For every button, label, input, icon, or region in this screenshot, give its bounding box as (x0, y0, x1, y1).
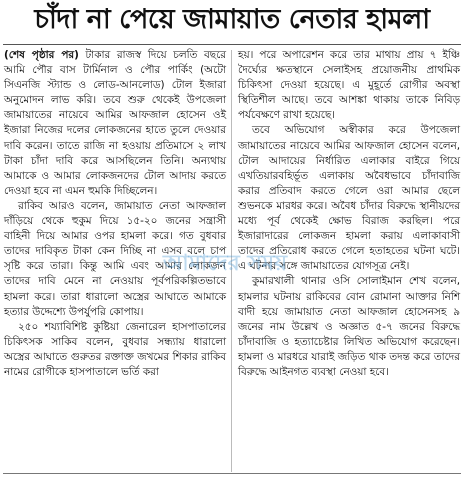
watermark-logo: আমাদের সময় (162, 251, 288, 276)
headline: চাঁদা না পেয়ে জামায়াত নেতার হামলা (34, 4, 430, 35)
continued-label: (শেষ পৃষ্ঠার পর) (4, 49, 79, 61)
headline-rule (3, 44, 461, 45)
right-paragraph-2: তবে অভিযোগ অস্বীকার করে উপজেলা জামায়াতের নায়েবে আমির আফজাল হোসেন বলেন, টোল আদায়ের নির্ধারিত এলাকার বাইরে গিয়ে এখতিয়ারবহির্ভূত এলাকায় অবৈধভাবে চাঁদাবাজি করার প্রতিবাদ করতে গেলে ওরা আমার ছেলে শুভনকে মারধর করে। অবৈধ চাঁদার বিরুদ্ধে স্থানীয়দের মধ্যে পূর্ব থেকেই ক্ষোভ বিরাজ করছিল। পরে ইজারাদারের লোকজন হামলা করায় এলাকাবাসী তাদের প্রতিরোধ করতে গেলে হতাহতের ঘটনা ঘটে। এ ঘটনার সঙ্গে জামায়াতের যোগসূত্র নেই। (238, 124, 460, 273)
left-paragraph-2: রাকিব আরও বলেন, জামায়াত নেতা আফজাল দাঁড়িয়ে থেকে হুকুম দিয়ে ১৫-২০ জনের সন্ত্রাসী বাহিনী দিয়ে আমার ওপর হামলা করে। গত বুধবার তাদের দাবিকৃত টাকা কেন দিচ্ছি না এসব বলে চাপ সৃষ্টি করে তারা। কিন্তু আমি এবং আমার লোকজন তাদের দাবি মেনে না নেওয়ায় পূর্বপরিকল্পিতভাবে হামলা করে। তারা ধারালো অস্ত্রের আঘাতে আমাকে হত্যার উদ্দেশ্যে উপর্যুপরি কোপায়। (4, 199, 226, 318)
bottom-rule (3, 473, 461, 474)
left-paragraph-3: ২৫০ শয্যাবিশিষ্ট কুষ্টিয়া জেনারেল হাসপাতালের চিকিৎসক সাকিব বলেন, বুধবার সন্ধ্যায় ধারালো অস্ত্রের আঘাতে গুরুতর রক্তাক্ত জখমের শিকার রাকিব নামের রোগীকে হাসপাতালে ভর্তি করা (4, 320, 226, 378)
right-paragraph-3: কুমারখালী থানার ওসি সোলাইমান শেখ বলেন, হামলার ঘটনায় রাকিবের বোন রোমানা আক্তার নিশি বাদী হয়ে জামায়াত নেতা আফজাল হোসেনসহ ৯ জনের নাম উল্লেখ ও অজ্ঞাত ৫-৭ জনের বিরুদ্ধে চাঁদাবাজি ও হত্যাচেষ্টার লিখিত অভিযোগ করেছেন। হামলা ও মারধরে যারাই জড়িত থাক তদন্ত করে তাদের বিরুদ্ধে আইনগত ব্যবস্থা নেওয়া হবে। (238, 275, 460, 378)
left-paragraph-1-text: টাকার রাজস্ব দিয়ে চলতি বছরে আমি পৌর বাস টার্মিনাল ও পৌর পার্কিং (অটো সিএনজি স্ট্যান্ড ও লোড-আনলোড) টোল ইজারা অনুমোদন লাভ করি। তবে শুরু থেকেই উপজেলা জামায়াতের নায়েবে আমির আফজাল হোসেন ওই ইজারা নিজের দলের লোকজনের হাতে তুলে দেওয়ার দাবি করেন। তাতে রাজি না হওয়ায় প্রতিমাসে ২ লাখ টাকা চাঁদা দাবি করে আসছিলেন তিনি। অন্যথায় আমাকে ও আমার লোকজনদের টোল আদায় করতে দেওয়া হবে না এমন হুমকি দিচ্ছিলেন। (4, 49, 226, 197)
left-column (4, 48, 226, 380)
right-paragraph-1: হয়। পরে অপারেশন করে তার মাথায় প্রায় ৭ ইঞ্চি দৈর্ঘ্যের ক্ষতস্থানে সেলাইসহ প্রয়োজনীয় প্রাথমিক চিকিৎসা দেওয়া হয়েছে। এ মুহূর্তে রোগীর অবস্থা স্থিতিশীল আছে। তবে আশঙ্কা থাকায় তাকে নিবিড় পর্যবেক্ষণে রাখা হয়েছে। (238, 49, 460, 122)
left-paragraph-1 (4, 48, 226, 199)
right-column (238, 48, 460, 380)
